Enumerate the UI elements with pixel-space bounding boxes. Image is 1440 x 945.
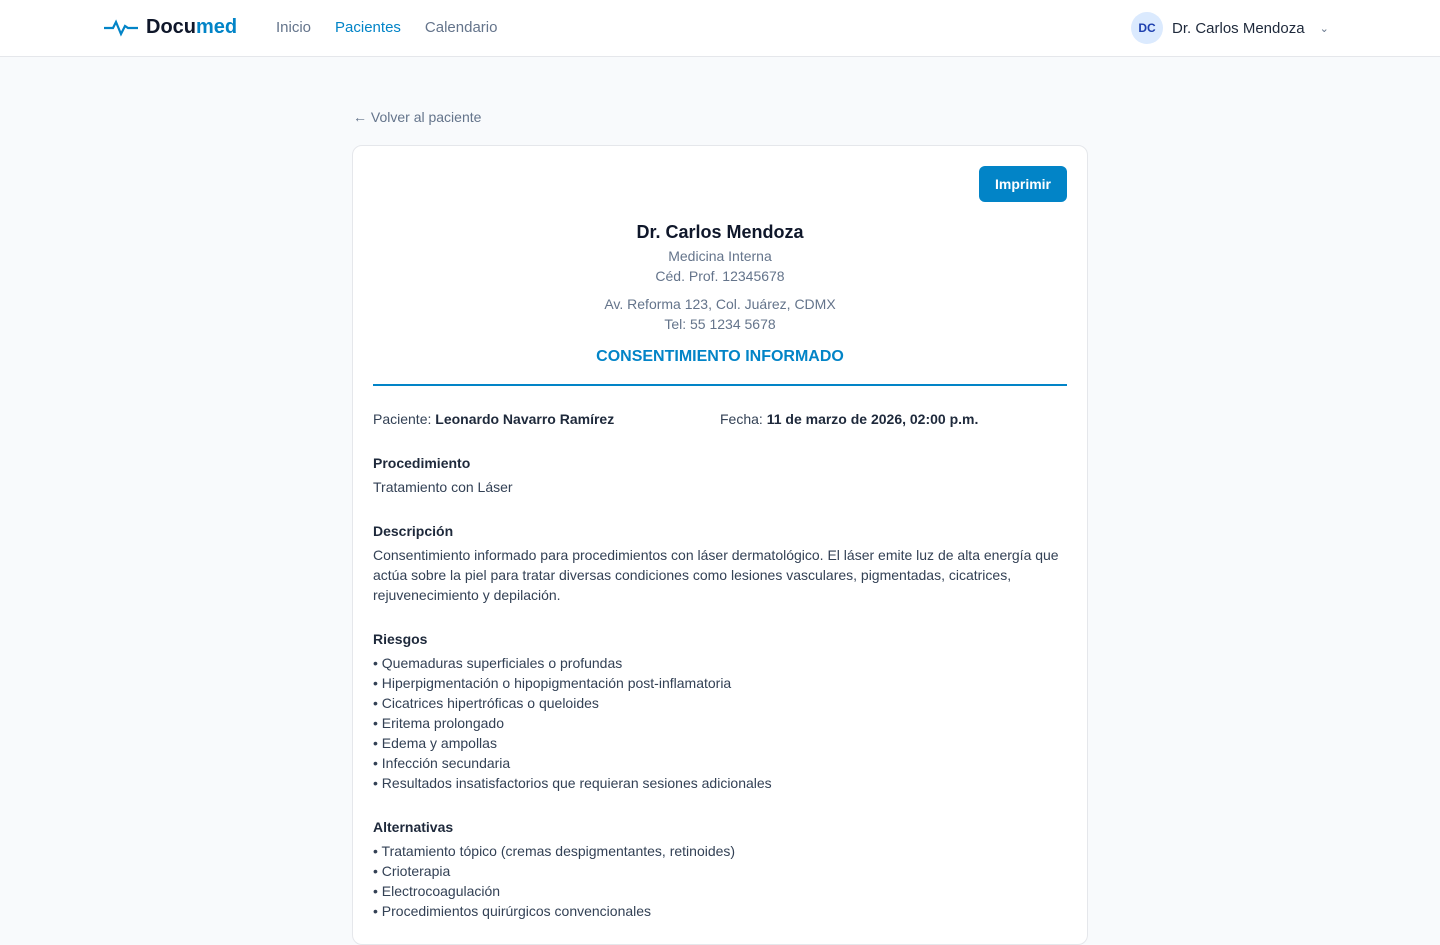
- doctor-specialty: Medicina Interna: [668, 248, 772, 264]
- date-label: Fecha:: [720, 411, 763, 427]
- consent-document: [352, 145, 1088, 945]
- section-line: • Hiperpigmentación o hipopigmentación post-inflamatoria: [373, 675, 732, 691]
- document-date: 11 de marzo de 2026, 02:00 p.m.: [766, 411, 979, 427]
- section-title: Descripción: [373, 523, 454, 539]
- chevron-down-icon: ⌄: [1319, 22, 1329, 35]
- document-title: CONSENTIMIENTO INFORMADO: [373, 348, 1067, 386]
- section-alternativas: [373, 817, 1067, 921]
- section-title: Alternativas: [373, 819, 454, 835]
- section-title: Riesgos: [373, 631, 428, 647]
- section-line: • Tratamiento tópico (cremas despigmentantes, retinoides): [373, 843, 736, 859]
- user-name: Dr. Carlos Mendoza: [1172, 19, 1305, 37]
- doctor-phone: Tel: 55 1234 5678: [664, 316, 776, 332]
- brand-logo[interactable]: [104, 16, 237, 39]
- print-button[interactable]: Imprimir: [979, 166, 1067, 202]
- section-line: • Infección secundaria: [373, 755, 511, 771]
- nav-pacientes[interactable]: Pacientes: [335, 19, 401, 36]
- nav-calendario[interactable]: Calendario: [424, 19, 498, 36]
- section-line: Tratamiento con Láser: [373, 479, 513, 495]
- section-line: • Edema y ampollas: [373, 735, 497, 751]
- pulse-icon: [104, 18, 138, 38]
- back-link[interactable]: ← Volver al paciente: [353, 109, 482, 125]
- brand-name: Docu: [146, 16, 196, 38]
- top-nav: [0, 0, 1440, 57]
- avatar: DC: [1131, 12, 1163, 44]
- section-descripción: [373, 521, 1067, 605]
- patient-label: Paciente:: [373, 411, 432, 427]
- doctor-license: Céd. Prof. 12345678: [655, 268, 785, 284]
- brand-name-accent: med: [196, 16, 238, 38]
- section-procedimiento: [373, 453, 1067, 497]
- section-line: Consentimiento informado para procedimientos con láser dermatológico. El láser emite luz de alta energía que actúa sobre la piel para tratar diversas condiciones como lesiones vasculares, pigmentadas, cicatrices, rejuvenecimiento y depilación.: [373, 547, 1059, 603]
- doctor-name: Dr. Carlos Mendoza: [636, 222, 804, 242]
- section-line: • Quemaduras superficiales o profundas: [373, 655, 623, 671]
- section-line: • Electrocoagulación: [373, 883, 501, 899]
- nav-inicio[interactable]: Inicio: [276, 19, 312, 36]
- section-line: • Eritema prolongado: [373, 715, 504, 731]
- section-line: • Procedimientos quirúrgicos convencionales: [373, 903, 652, 919]
- section-title: Procedimiento: [373, 455, 471, 471]
- user-menu[interactable]: [1131, 12, 1329, 44]
- section-riesgos: [373, 629, 1067, 793]
- section-line: • Cicatrices hipertróficas o queloides: [373, 695, 599, 711]
- section-line: • Resultados insatisfactorios que requieran sesiones adicionales: [373, 775, 772, 791]
- patient-name: Leonardo Navarro Ramírez: [435, 411, 615, 427]
- section-line: • Crioterapia: [373, 863, 451, 879]
- doctor-address: Av. Reforma 123, Col. Juárez, CDMX: [604, 296, 836, 312]
